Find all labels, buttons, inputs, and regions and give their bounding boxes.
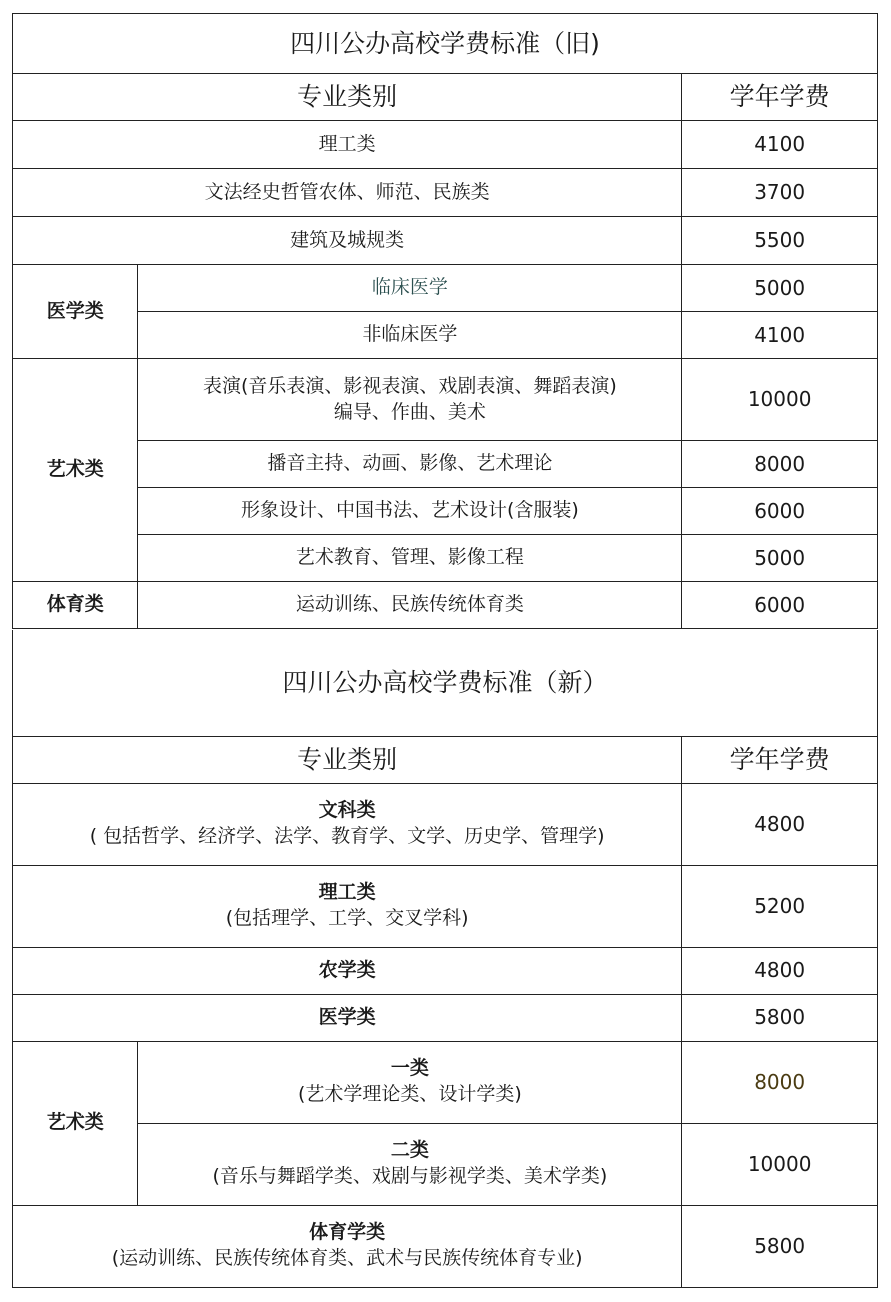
major-name: 一类	[390, 1057, 429, 1080]
fee-cell: 4100	[682, 312, 878, 359]
major-cell: 非临床医学	[138, 312, 682, 359]
table-row	[13, 994, 878, 1041]
fee-cell: 5500	[682, 217, 878, 265]
new-header-major: 专业类别	[13, 736, 682, 783]
table-row	[13, 265, 878, 312]
group-art: 艺术类	[13, 359, 138, 582]
table-row	[13, 865, 878, 947]
table-row	[13, 121, 878, 169]
major-line: 表演(音乐表演、影视表演、戏剧表演、舞蹈表演)	[202, 374, 617, 397]
major-detail: (音乐与舞蹈学类、戏剧与影视学类、美术学类)	[212, 1165, 608, 1187]
major-name: 体育学类	[309, 1221, 386, 1244]
old-table-title: 四川公办高校学费标准（旧)	[13, 14, 878, 74]
table-row	[13, 169, 878, 217]
major-name: 理工类	[318, 881, 376, 904]
major-detail: (运动训练、民族传统体育类、武术与民族传统体育专业)	[111, 1247, 583, 1269]
group-art: 艺术类	[13, 1041, 138, 1205]
table-row	[13, 217, 878, 265]
major-cell: 艺术教育、管理、影像工程	[138, 535, 682, 582]
fee-cell: 8000	[682, 1041, 878, 1123]
table-row	[13, 1041, 878, 1123]
table-row	[13, 582, 878, 629]
major-cell: 理工类	[13, 121, 682, 169]
table-row	[13, 312, 878, 359]
major-name: 二类	[390, 1139, 429, 1162]
old-fee-table	[12, 13, 878, 629]
major-detail: (包括理学、工学、交叉学科)	[225, 907, 469, 929]
fee-cell: 4800	[682, 783, 878, 865]
major-name: 农学类	[13, 947, 682, 994]
major-detail: (艺术学理论类、设计学类)	[297, 1083, 522, 1105]
major-name: 文科类	[318, 799, 376, 822]
major-cell: 文法经史哲管农体、师范、民族类	[13, 169, 682, 217]
fee-cell: 10000	[682, 1123, 878, 1205]
group-medical: 医学类	[13, 265, 138, 359]
fee-cell: 5200	[682, 865, 878, 947]
table-row	[13, 359, 878, 441]
new-fee-table	[12, 630, 878, 1288]
table-row	[13, 488, 878, 535]
fee-cell: 5800	[682, 994, 878, 1041]
fee-cell: 8000	[682, 441, 878, 488]
major-cell	[138, 1041, 682, 1123]
major-cell	[138, 359, 682, 441]
new-table-title: 四川公办高校学费标准（新）	[13, 630, 878, 736]
table-row	[13, 1205, 878, 1287]
major-line: 编导、作曲、美术	[333, 400, 486, 423]
table-row	[13, 1123, 878, 1205]
old-header-major: 专业类别	[13, 74, 682, 121]
new-header-fee: 学年学费	[682, 736, 878, 783]
major-cell	[138, 1123, 682, 1205]
table-row	[13, 947, 878, 994]
major-cell: 临床医学	[138, 265, 682, 312]
fee-cell: 5000	[682, 265, 878, 312]
table-row	[13, 441, 878, 488]
major-cell: 形象设计、中国书法、艺术设计(含服装)	[138, 488, 682, 535]
fee-cell: 4100	[682, 121, 878, 169]
table-row	[13, 535, 878, 582]
fee-cell: 5800	[682, 1205, 878, 1287]
fee-cell: 6000	[682, 582, 878, 629]
fee-cell: 4800	[682, 947, 878, 994]
major-cell	[13, 783, 682, 865]
major-cell	[13, 865, 682, 947]
major-cell: 运动训练、民族传统体育类	[138, 582, 682, 629]
major-cell	[13, 1205, 682, 1287]
fee-cell: 6000	[682, 488, 878, 535]
group-sports: 体育类	[13, 582, 138, 629]
major-cell: 播音主持、动画、影像、艺术理论	[138, 441, 682, 488]
major-name: 医学类	[13, 994, 682, 1041]
table-row	[13, 783, 878, 865]
major-detail: ( 包括哲学、经济学、法学、教育学、文学、历史学、管理学)	[89, 825, 605, 847]
fee-cell: 3700	[682, 169, 878, 217]
fee-cell: 10000	[682, 359, 878, 441]
old-header-fee: 学年学费	[682, 74, 878, 121]
major-cell: 建筑及城规类	[13, 217, 682, 265]
fee-cell: 5000	[682, 535, 878, 582]
